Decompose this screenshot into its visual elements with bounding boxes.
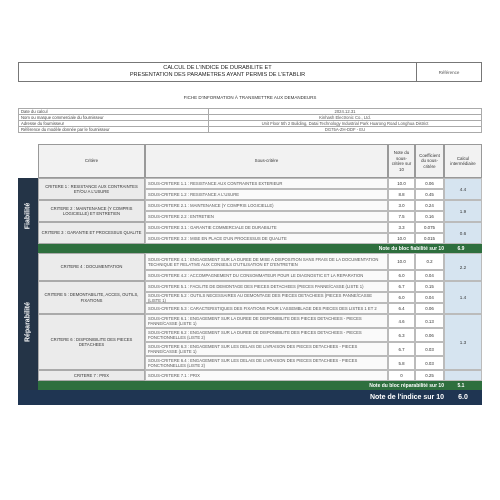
sub-criterion-coefficient: 0.2 xyxy=(415,253,444,270)
criterion-label: CRITERE 6 : DISPONIBILITE DES PIECES DETACHEES xyxy=(38,314,145,370)
criterion-intermediate: 4.4 xyxy=(444,178,482,200)
sub-criterion-coefficient: 0.015 xyxy=(415,233,444,244)
sub-criterion-note: 6.7 xyxy=(388,342,415,356)
block-total-bar xyxy=(38,244,482,253)
sub-criterion-note: 3.0 xyxy=(388,200,415,211)
sub-criterion-note: 6.0 xyxy=(388,270,415,281)
sub-criterion-coefficient: 0.25 xyxy=(415,370,444,381)
header-calcul: Calcul intermédiaire xyxy=(444,144,482,178)
supplier-info-table xyxy=(18,108,482,133)
sub-criterion-label: SOUS-CRITERE 1.2 : RESISTANCE A L'USURE xyxy=(145,189,388,200)
sub-criterion-note: 6.0 xyxy=(388,292,415,303)
sub-criterion-label: SOUS-CRITERE 6.4 : ENGAGEMENT SUR LES DELAIS DE LIVRAISON DES PIECES DETACHEES - PIECES FONCTIONNELLES (LISTE 2) xyxy=(145,356,388,370)
sub-criterion-coefficient: 0.04 xyxy=(415,270,444,281)
info-value: DG75A-ZH-DDF - EU xyxy=(209,127,482,133)
final-score-bar xyxy=(18,390,482,405)
criterion-intermediate: 1.4 xyxy=(444,281,482,314)
sub-criterion-label: SOUS-CRITERE 6.2 : ENGAGEMENT SUR LA DUREE DE DISPONIBILITE DES PIECES DETACHEES - PIECES FONCTIONNELLES (LISTE 2) xyxy=(145,328,388,342)
sub-criterion-label: SOUS-CRITERE 3.1 : GARANTIE COMMERCIALE DE DURABILITE xyxy=(145,222,388,233)
info-label: Adresse du fournisseur xyxy=(19,121,209,127)
sub-criterion-label: SOUS-CRITERE 5.1 : FACILITE DE DEMONTAGE DES PIECES DETACHEES (PIECES PANNE/CASSE (LISTE 1) xyxy=(145,281,388,292)
sub-criterion-coefficient: 0.13 xyxy=(415,314,444,328)
sub-criterion-note: 6.4 xyxy=(388,303,415,314)
sub-criterion-note: 4.6 xyxy=(388,314,415,328)
header-sous-criteres: Sous-critère xyxy=(145,144,388,178)
sub-criterion-coefficient: 0.075 xyxy=(415,222,444,233)
sub-criterion-label: SOUS-CRITERE 5.2 : OUTILS NECESSAIRES AU DEMONTAGE DES PIECES DETACHEES (PIECES PANNE/CASSE (LISTE 1) xyxy=(145,292,388,303)
sub-criterion-coefficient: 0.04 xyxy=(415,292,444,303)
criterion-label: CRITERE 5 : DEMONTABILITE, ACCES, OUTILS, FIXATIONS xyxy=(38,281,145,314)
header-coef: Coefficient du sous-critère xyxy=(415,144,444,178)
block-total-label: Note du bloc fiabilité sur 10 xyxy=(378,245,444,252)
final-score-value: 6.0 xyxy=(458,394,468,401)
sub-criterion-label: SOUS-CRITERE 3.2 : MISE EN PLACE D'UN PROCESSUS DE QUALITE xyxy=(145,233,388,244)
sub-criterion-note: 0 xyxy=(388,370,415,381)
block-total-value: 6.9 xyxy=(457,245,465,252)
reference-label: Référence xyxy=(438,70,460,75)
sub-criterion-label: SOUS-CRITERE 5.3 : CARACTERISTIQUES DES FIXATIONS POUR L'ASSEMBLAGE DES PIECES DES LISTES 1 ET 2 xyxy=(145,303,388,314)
header-note: Note du sous-critère sur 10 xyxy=(388,144,415,178)
criterion-intermediate: 1.9 xyxy=(444,200,482,222)
criterion-intermediate xyxy=(444,370,482,381)
sub-criterion-note: 10.0 xyxy=(388,253,415,270)
sub-criterion-coefficient: 0.24 xyxy=(415,200,444,211)
criterion-intermediate: 0.6 xyxy=(444,222,482,244)
block-sidebar xyxy=(18,253,38,390)
sub-criterion-coefficient: 0.06 xyxy=(415,178,444,189)
info-label: Date du calcul xyxy=(19,109,209,115)
criterion-label: CRITERE 4 : DOCUMENTATION xyxy=(38,253,145,281)
sub-criterion-coefficient: 0.45 xyxy=(415,189,444,200)
sub-criterion-label: SOUS-CRITERE 6.3 : ENGAGEMENT SUR LES DELAIS DE LIVRAISON DES PIECES DETACHEES - PIECES PANNE/CASSE (LISTE 1) xyxy=(145,342,388,356)
sub-criterion-coefficient: 0.03 xyxy=(415,342,444,356)
sub-criterion-note: 10.0 xyxy=(388,233,415,244)
sub-criterion-coefficient: 0.03 xyxy=(415,356,444,370)
score-grid xyxy=(18,144,482,432)
sub-criterion-note: 6.3 xyxy=(388,328,415,342)
sub-criterion-note: 7.5 xyxy=(388,211,415,222)
title-line-1: CALCUL DE L'INDICE DE DURABILITE ET xyxy=(163,65,272,71)
criterion-label: CRITERE 3 : GARANTIE ET PROCESSUS QUALITE xyxy=(38,222,145,244)
block-name: Fiabilité xyxy=(24,202,32,229)
final-score-label: Note de l'indice sur 10 xyxy=(369,394,444,401)
sub-criterion-coefficient: 0.16 xyxy=(415,211,444,222)
sub-criterion-label: SOUS-CRITERE 2.2 : ENTRETIEN xyxy=(145,211,388,222)
info-label: Référence du modèle donnée par le fournisseur xyxy=(19,127,209,133)
block-total-label: Note du bloc réparabilité sur 10 xyxy=(369,382,444,389)
block-total-value: 5.1 xyxy=(457,382,465,389)
criterion-label: CRITERE 2 : MAINTENANCE (Y COMPRIS LOGICIELLE) ET ENTRETIEN xyxy=(38,200,145,222)
sub-criterion-label: SOUS-CRITERE 6.1 : ENGAGEMENT SUR LA DUREE DE DISPONIBILITE DES PIECES DETACHEES - PIECES PANNE/CASSE (LISTE 1) xyxy=(145,314,388,328)
sub-criterion-label: SOUS-CRITERE 2.1 : MAINTENANCE (Y COMPRIS LOGICIELLE) xyxy=(145,200,388,211)
criterion-label: CRITERE 7 : PRIX xyxy=(38,370,145,381)
sub-criterion-note: 10.0 xyxy=(388,178,415,189)
info-header: FICHE D'INFORMATION À TRANSMETTRE AUX DEMANDEURS xyxy=(183,95,317,100)
sub-criterion-note: 5.8 xyxy=(388,356,415,370)
info-row xyxy=(19,127,482,133)
block-name: Réparabilité xyxy=(24,301,32,342)
sub-criterion-note: 3.3 xyxy=(388,222,415,233)
criterion-intermediate: 1.3 xyxy=(444,314,482,370)
sub-criterion-note: 6.7 xyxy=(388,281,415,292)
header-criteres: Critère xyxy=(38,144,145,178)
sub-criterion-label: SOUS-CRITERE 4.1 : ENGAGEMENT SUR LA DUREE DE MISE A DISPOSITION SANS FRAIS DE LA DOCUMENTATION TECHNIQUE ET RELATIVE AUX CONSEILS D'UTILISATION ET D'ENTRETIEN xyxy=(145,253,388,270)
page-title xyxy=(19,63,417,81)
info-label: Nom ou marque commerciale du fournisseur xyxy=(19,115,209,121)
title-line-2: PRESENTATION DES PARAMETRES AYANT PERMIS DE L'ETABLIR xyxy=(129,72,306,78)
title-box xyxy=(18,62,482,82)
block-sidebar xyxy=(18,178,38,253)
sub-criterion-label: SOUS-CRITERE 1.1 : RESISTANCE AUX CONTRAINTES EXTERIEUR xyxy=(145,178,388,189)
criterion-label: CRITERE 1 : RESISTANCE AUX CONTRAINTES ET/OU A L'USURE xyxy=(38,178,145,200)
sub-criterion-label: SOUS-CRITERE 7.1 : PRIX xyxy=(145,370,388,381)
info-value: 2024.12.31 xyxy=(209,109,482,115)
block-total-bar xyxy=(38,381,482,390)
sub-criterion-note: 8.8 xyxy=(388,189,415,200)
sub-criterion-coefficient: 0.06 xyxy=(415,303,444,314)
info-value: Kinhash Electronic Co., Ltd. xyxy=(209,115,482,121)
info-value: Unit Floor 5th 2 Building, Datai Technology Industrial Park Huarong Road Longhua District xyxy=(209,121,482,127)
sub-criterion-label: SOUS-CRITERE 4.2 : ACCOMPAGNEMENT DU CONSOMMATEUR POUR LE DIAGNOSTIC ET LA REPARATION xyxy=(145,270,388,281)
sub-criterion-coefficient: 0.15 xyxy=(415,281,444,292)
criterion-intermediate: 2.2 xyxy=(444,253,482,281)
sub-criterion-coefficient: 0.06 xyxy=(415,328,444,342)
